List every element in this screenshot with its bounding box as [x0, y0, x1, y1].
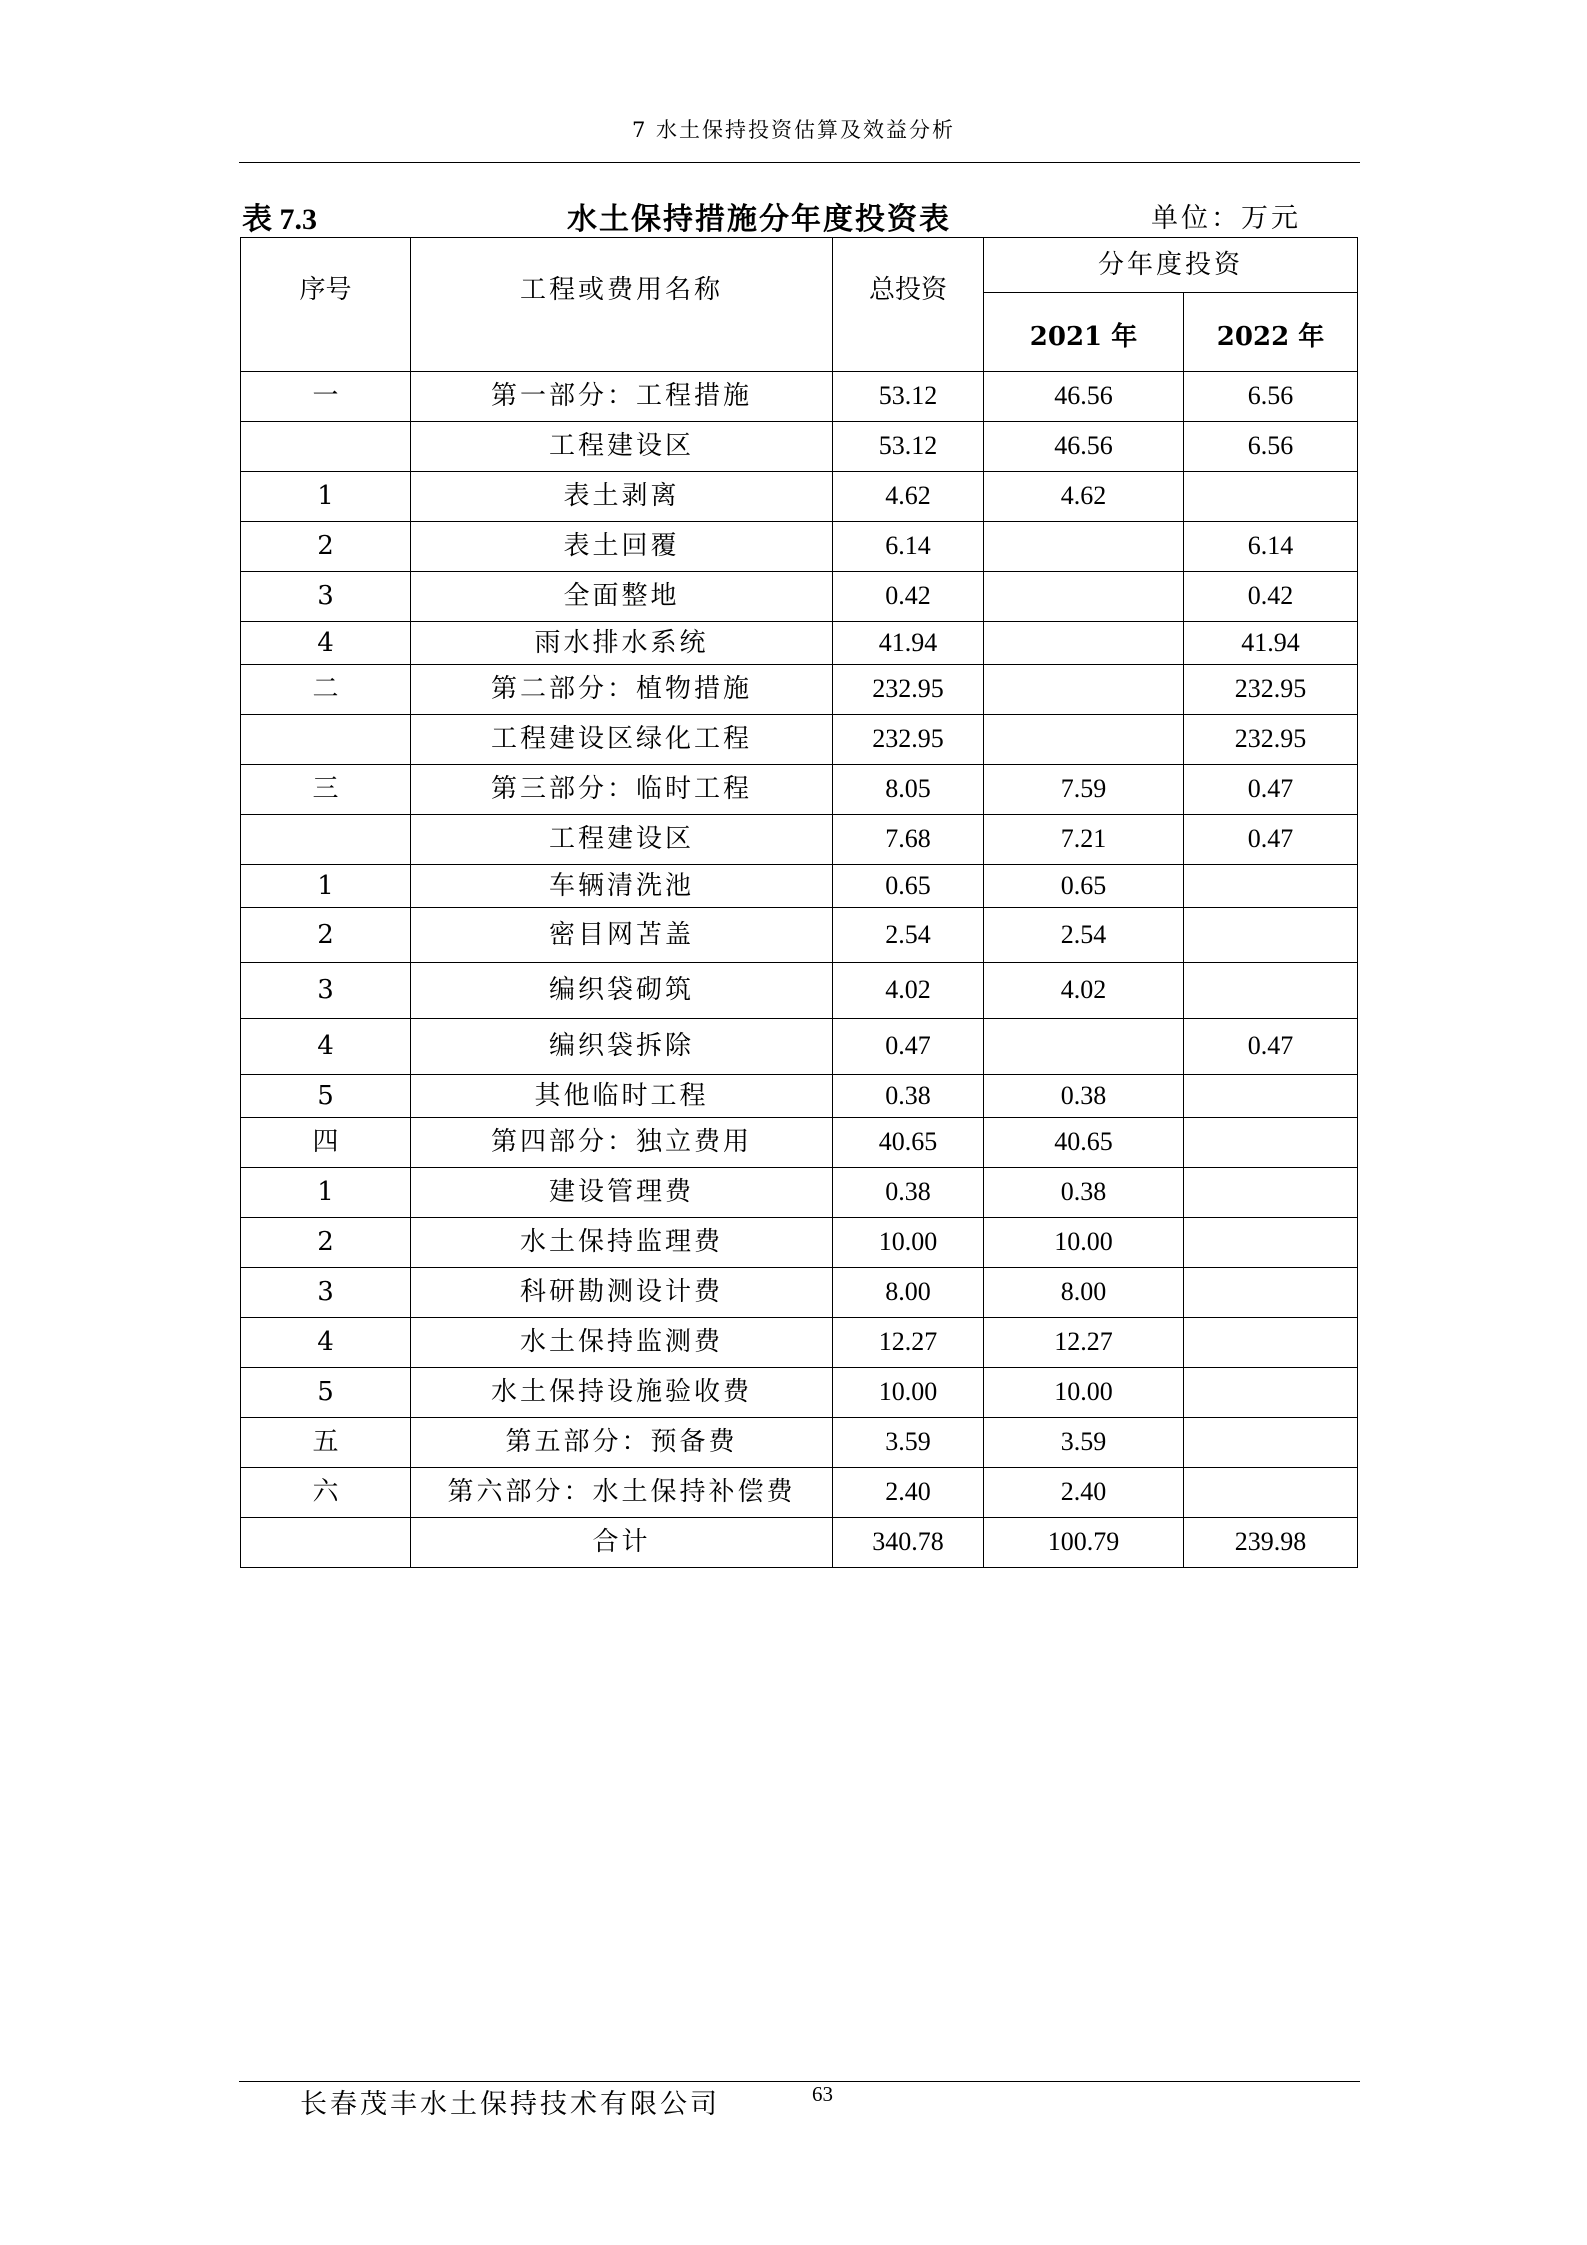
row-name: 工程建设区 [411, 422, 833, 472]
row-seq: 1 [241, 472, 411, 522]
col-header-2021: 2021 年 [984, 293, 1184, 372]
footer-company: 长春茂丰水土保持技术有限公司 [300, 2089, 720, 2120]
row-2021: 0.38 [984, 1075, 1184, 1118]
table-row [241, 572, 1358, 622]
col-header-seq: 序号 [241, 238, 411, 372]
table-row [241, 372, 1358, 422]
row-2022: 6.56 [1184, 422, 1358, 472]
row-name: 车辆清洗池 [411, 865, 833, 908]
row-2022: 232.95 [1184, 665, 1358, 715]
table-row [241, 1518, 1358, 1568]
table-row [241, 963, 1358, 1019]
table-row [241, 472, 1358, 522]
row-2022 [1184, 1468, 1358, 1518]
table-head [241, 238, 1358, 372]
row-2021 [984, 665, 1184, 715]
row-2022: 0.47 [1184, 765, 1358, 815]
row-2021: 0.65 [984, 865, 1184, 908]
row-name: 密目网苫盖 [411, 908, 833, 963]
row-2021 [984, 522, 1184, 572]
table-row [241, 522, 1358, 572]
table-row [241, 1418, 1358, 1468]
row-seq: 2 [241, 908, 411, 963]
row-2022 [1184, 1418, 1358, 1468]
row-name: 工程建设区绿化工程 [411, 715, 833, 765]
table-row [241, 1168, 1358, 1218]
row-2022 [1184, 1368, 1358, 1418]
row-seq: 1 [241, 1168, 411, 1218]
row-seq [241, 715, 411, 765]
page-number: 63 [812, 2082, 833, 2106]
row-2021: 4.62 [984, 472, 1184, 522]
row-2021: 46.56 [984, 422, 1184, 472]
row-total: 0.38 [833, 1075, 984, 1118]
row-name: 第五部分：预备费 [411, 1418, 833, 1468]
table-number: 表 7.3 [242, 203, 317, 236]
table-row [241, 715, 1358, 765]
row-total: 232.95 [833, 665, 984, 715]
table-unit: 单位：万元 [1151, 203, 1301, 234]
row-seq: 5 [241, 1368, 411, 1418]
row-total: 10.00 [833, 1368, 984, 1418]
row-name: 水土保持监测费 [411, 1318, 833, 1368]
row-total: 4.62 [833, 472, 984, 522]
row-total: 41.94 [833, 622, 984, 665]
row-name: 编织袋拆除 [411, 1019, 833, 1075]
row-2022: 0.47 [1184, 815, 1358, 865]
row-2021: 4.02 [984, 963, 1184, 1019]
row-2022: 0.47 [1184, 1019, 1358, 1075]
row-name: 全面整地 [411, 572, 833, 622]
row-2022 [1184, 963, 1358, 1019]
row-total: 0.47 [833, 1019, 984, 1075]
row-2022 [1184, 1168, 1358, 1218]
row-total: 53.12 [833, 372, 984, 422]
row-name: 水土保持监理费 [411, 1218, 833, 1268]
row-total: 8.05 [833, 765, 984, 815]
row-seq [241, 422, 411, 472]
row-seq [241, 1518, 411, 1568]
row-seq: 二 [241, 665, 411, 715]
row-total: 340.78 [833, 1518, 984, 1568]
row-2022 [1184, 1318, 1358, 1368]
row-2021: 2.54 [984, 908, 1184, 963]
row-seq: 5 [241, 1075, 411, 1118]
row-name: 其他临时工程 [411, 1075, 833, 1118]
row-seq: 4 [241, 622, 411, 665]
row-2021 [984, 622, 1184, 665]
row-2022: 6.56 [1184, 372, 1358, 422]
row-name: 雨水排水系统 [411, 622, 833, 665]
row-2021 [984, 1019, 1184, 1075]
table-row [241, 1019, 1358, 1075]
row-seq: 4 [241, 1318, 411, 1368]
row-seq: 4 [241, 1019, 411, 1075]
row-2021 [984, 572, 1184, 622]
row-total: 40.65 [833, 1118, 984, 1168]
investment-table [240, 237, 1358, 1568]
row-name: 水土保持设施验收费 [411, 1368, 833, 1418]
row-seq: 2 [241, 522, 411, 572]
row-seq: 六 [241, 1468, 411, 1518]
row-2022: 232.95 [1184, 715, 1358, 765]
row-name: 第六部分：水土保持补偿费 [411, 1468, 833, 1518]
row-2022 [1184, 472, 1358, 522]
row-seq: 五 [241, 1418, 411, 1468]
row-2021: 10.00 [984, 1368, 1184, 1418]
row-seq: 3 [241, 963, 411, 1019]
row-total: 53.12 [833, 422, 984, 472]
row-total: 0.65 [833, 865, 984, 908]
table-row [241, 1118, 1358, 1168]
row-2022: 0.42 [1184, 572, 1358, 622]
row-name: 表土剥离 [411, 472, 833, 522]
row-total: 7.68 [833, 815, 984, 865]
table-row [241, 1268, 1358, 1318]
running-header: 7 水土保持投资估算及效益分析 [631, 118, 956, 142]
col-header-annual: 分年度投资 [984, 238, 1358, 293]
row-name: 编织袋砌筑 [411, 963, 833, 1019]
table-row [241, 1075, 1358, 1118]
row-2021: 46.56 [984, 372, 1184, 422]
table-row [241, 622, 1358, 665]
row-2021: 7.59 [984, 765, 1184, 815]
row-2022 [1184, 1218, 1358, 1268]
row-seq: 3 [241, 572, 411, 622]
row-total: 0.42 [833, 572, 984, 622]
row-name: 表土回覆 [411, 522, 833, 572]
row-2022: 6.14 [1184, 522, 1358, 572]
row-seq [241, 815, 411, 865]
row-2021: 0.38 [984, 1168, 1184, 1218]
table-row [241, 422, 1358, 472]
table-body [241, 372, 1358, 1568]
row-total: 2.40 [833, 1468, 984, 1518]
row-2021: 2.40 [984, 1468, 1184, 1518]
row-total: 3.59 [833, 1418, 984, 1468]
row-seq: 四 [241, 1118, 411, 1168]
table-caption [242, 194, 1357, 237]
row-total: 2.54 [833, 908, 984, 963]
table-row [241, 1468, 1358, 1518]
row-2021: 10.00 [984, 1218, 1184, 1268]
row-2022: 41.94 [1184, 622, 1358, 665]
row-name: 建设管理费 [411, 1168, 833, 1218]
row-total: 4.02 [833, 963, 984, 1019]
table-row [241, 665, 1358, 715]
row-seq: 一 [241, 372, 411, 422]
row-2021: 12.27 [984, 1318, 1184, 1368]
col-header-2022: 2022 年 [1184, 293, 1358, 372]
row-2021 [984, 715, 1184, 765]
row-total: 10.00 [833, 1218, 984, 1268]
row-2022 [1184, 908, 1358, 963]
row-name: 合计 [411, 1518, 833, 1568]
row-total: 8.00 [833, 1268, 984, 1318]
table-row [241, 865, 1358, 908]
row-2022: 239.98 [1184, 1518, 1358, 1568]
row-2021: 40.65 [984, 1118, 1184, 1168]
row-name: 第三部分：临时工程 [411, 765, 833, 815]
row-total: 0.38 [833, 1168, 984, 1218]
header-divider [239, 162, 1360, 163]
row-seq: 2 [241, 1218, 411, 1268]
row-seq: 3 [241, 1268, 411, 1318]
col-header-name: 工程或费用名称 [411, 238, 833, 372]
table-row [241, 815, 1358, 865]
row-2022 [1184, 865, 1358, 908]
table-row [241, 908, 1358, 963]
row-total: 12.27 [833, 1318, 984, 1368]
row-name: 科研勘测设计费 [411, 1268, 833, 1318]
row-name: 第一部分：工程措施 [411, 372, 833, 422]
row-2022 [1184, 1075, 1358, 1118]
row-name: 第四部分：独立费用 [411, 1118, 833, 1168]
row-seq: 三 [241, 765, 411, 815]
row-2021: 3.59 [984, 1418, 1184, 1468]
table-row [241, 1318, 1358, 1368]
table-row [241, 765, 1358, 815]
row-seq: 1 [241, 865, 411, 908]
table-row [241, 1368, 1358, 1418]
row-2022 [1184, 1118, 1358, 1168]
row-2021: 7.21 [984, 815, 1184, 865]
row-name: 工程建设区 [411, 815, 833, 865]
row-total: 232.95 [833, 715, 984, 765]
col-header-total: 总投资 [833, 238, 984, 372]
row-name: 第二部分：植物措施 [411, 665, 833, 715]
row-2022 [1184, 1268, 1358, 1318]
table-row [241, 1218, 1358, 1268]
row-total: 6.14 [833, 522, 984, 572]
table-title: 水土保持措施分年度投资表 [567, 202, 951, 237]
row-2021: 8.00 [984, 1268, 1184, 1318]
row-2021: 100.79 [984, 1518, 1184, 1568]
